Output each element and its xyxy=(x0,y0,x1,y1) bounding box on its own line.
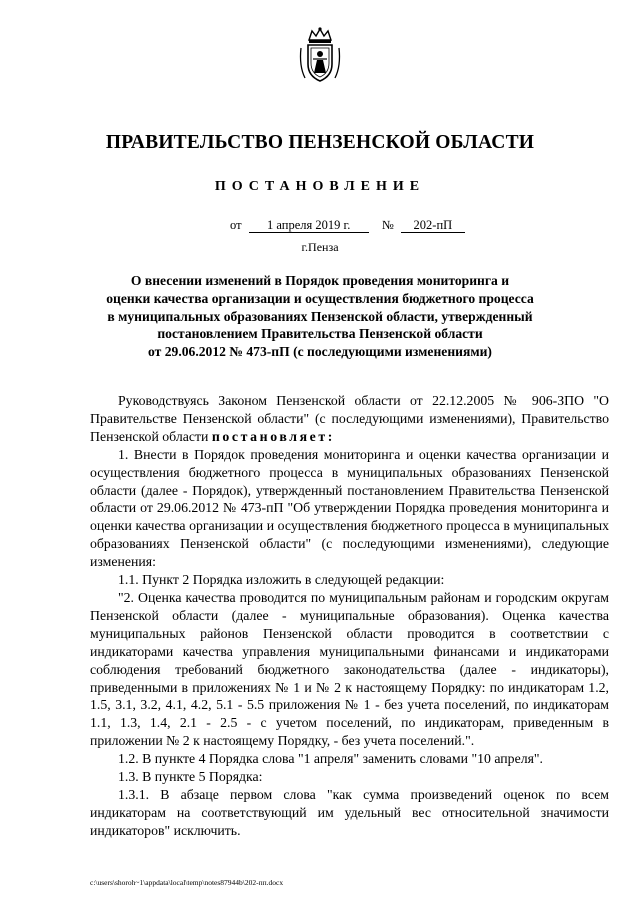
body-paragraph: 1.3.1. В абзаце первом слова "как сумма произведений оценок по всем индикаторам на соответствующий им удельный вес относительной значимости индикаторов" исключить. xyxy=(90,786,609,838)
subject-line: в муниципальных образованиях Пензенской области, утвержденный xyxy=(107,308,533,324)
city-name: г.Пенза xyxy=(301,240,339,254)
document-type: ПОСТАНОВЛЕНИЕ xyxy=(214,179,426,194)
body-paragraph: 1.1. Пункт 2 Порядка изложить в следующей редакции: xyxy=(118,572,445,588)
coat-of-arms-icon xyxy=(297,26,343,84)
body-paragraph: "2. Оценка качества проводится по муниципальным районам и городским округам Пензенской области (далее - муниципальные образования). Оценка качества муниципальных районов Пензенской области проводится в соответствии с индикаторами качества управления муниципальными финансами и индикаторами соблюдения требований бюджетного законодательства (далее - индикаторы), приведенными в приложениях № 1 и № 2 к настоящему Порядку: по индикаторам 1.2, 1.5, 3.1, 3.2, 4.1, 4.2, 5.1 - 5.5 приложения № 1 - без учета поселений, по индикаторам 1.1, 1.3, 1.4, 2.1 - 2.5 - с учетом поселений, по индикаторам, приведенным в приложении № 2 к настоящему Порядку, - без учета поселений.". xyxy=(90,589,609,749)
date-prefix: от xyxy=(230,218,242,232)
document-number: 202-пП xyxy=(401,219,465,233)
subject-line: от 29.06.2012 № 473-пП (с последующими изменениями) xyxy=(148,344,492,360)
subject-line: О внесении изменений в Порядок проведения мониторинга и xyxy=(130,273,510,288)
subject-line: оценки качества организации и осуществления бюджетного процесса xyxy=(106,290,534,306)
preamble-text: Руководствуясь Законом Пензенской области от 22.12.2005 № 906-ЗПО "О Правительстве Пензенской области" (с последующими изменениями), Правительство Пензенской области xyxy=(90,393,609,444)
number-prefix: № xyxy=(381,218,394,232)
subject-line: постановлением Правительства Пензенской области xyxy=(157,326,483,342)
file-path-footer: c:\users\shoroh~1\appdata\local\temp\notes87944b\202-пп.docx xyxy=(90,878,284,887)
document-subject xyxy=(100,272,540,361)
document-date: 1 апреля 2019 г. xyxy=(249,219,369,233)
organization-title: ПРАВИТЕЛЬСТВО ПЕНЗЕНСКОЙ ОБЛАСТИ xyxy=(105,132,535,153)
body-paragraph: 1. Внести в Порядок проведения мониторинга и оценки качества организации и осуществления бюджетного процесса в муниципальных образованиях Пензенской области (далее - Порядок), утвержденный постановлением Правительства Пензенской области от 29.06.2012 № 473-пП "Об утверждении Порядка проведения мониторинга и оценки качества организации и осуществления бюджетного процесса в муниципальных образованиях Пензенской области" (с последующими изменениями), следующие изменения: xyxy=(90,446,609,570)
body-paragraph: 1.2. В пункте 4 Порядка слова "1 апреля" заменить словами "10 апреля". xyxy=(118,751,544,767)
resolution-keyword: постановляет: xyxy=(211,428,335,444)
document-body xyxy=(90,392,609,840)
body-paragraph: 1.3. В пункте 5 Порядка: xyxy=(118,769,263,785)
body-paragraph xyxy=(90,392,609,446)
date-number-line xyxy=(230,218,465,233)
